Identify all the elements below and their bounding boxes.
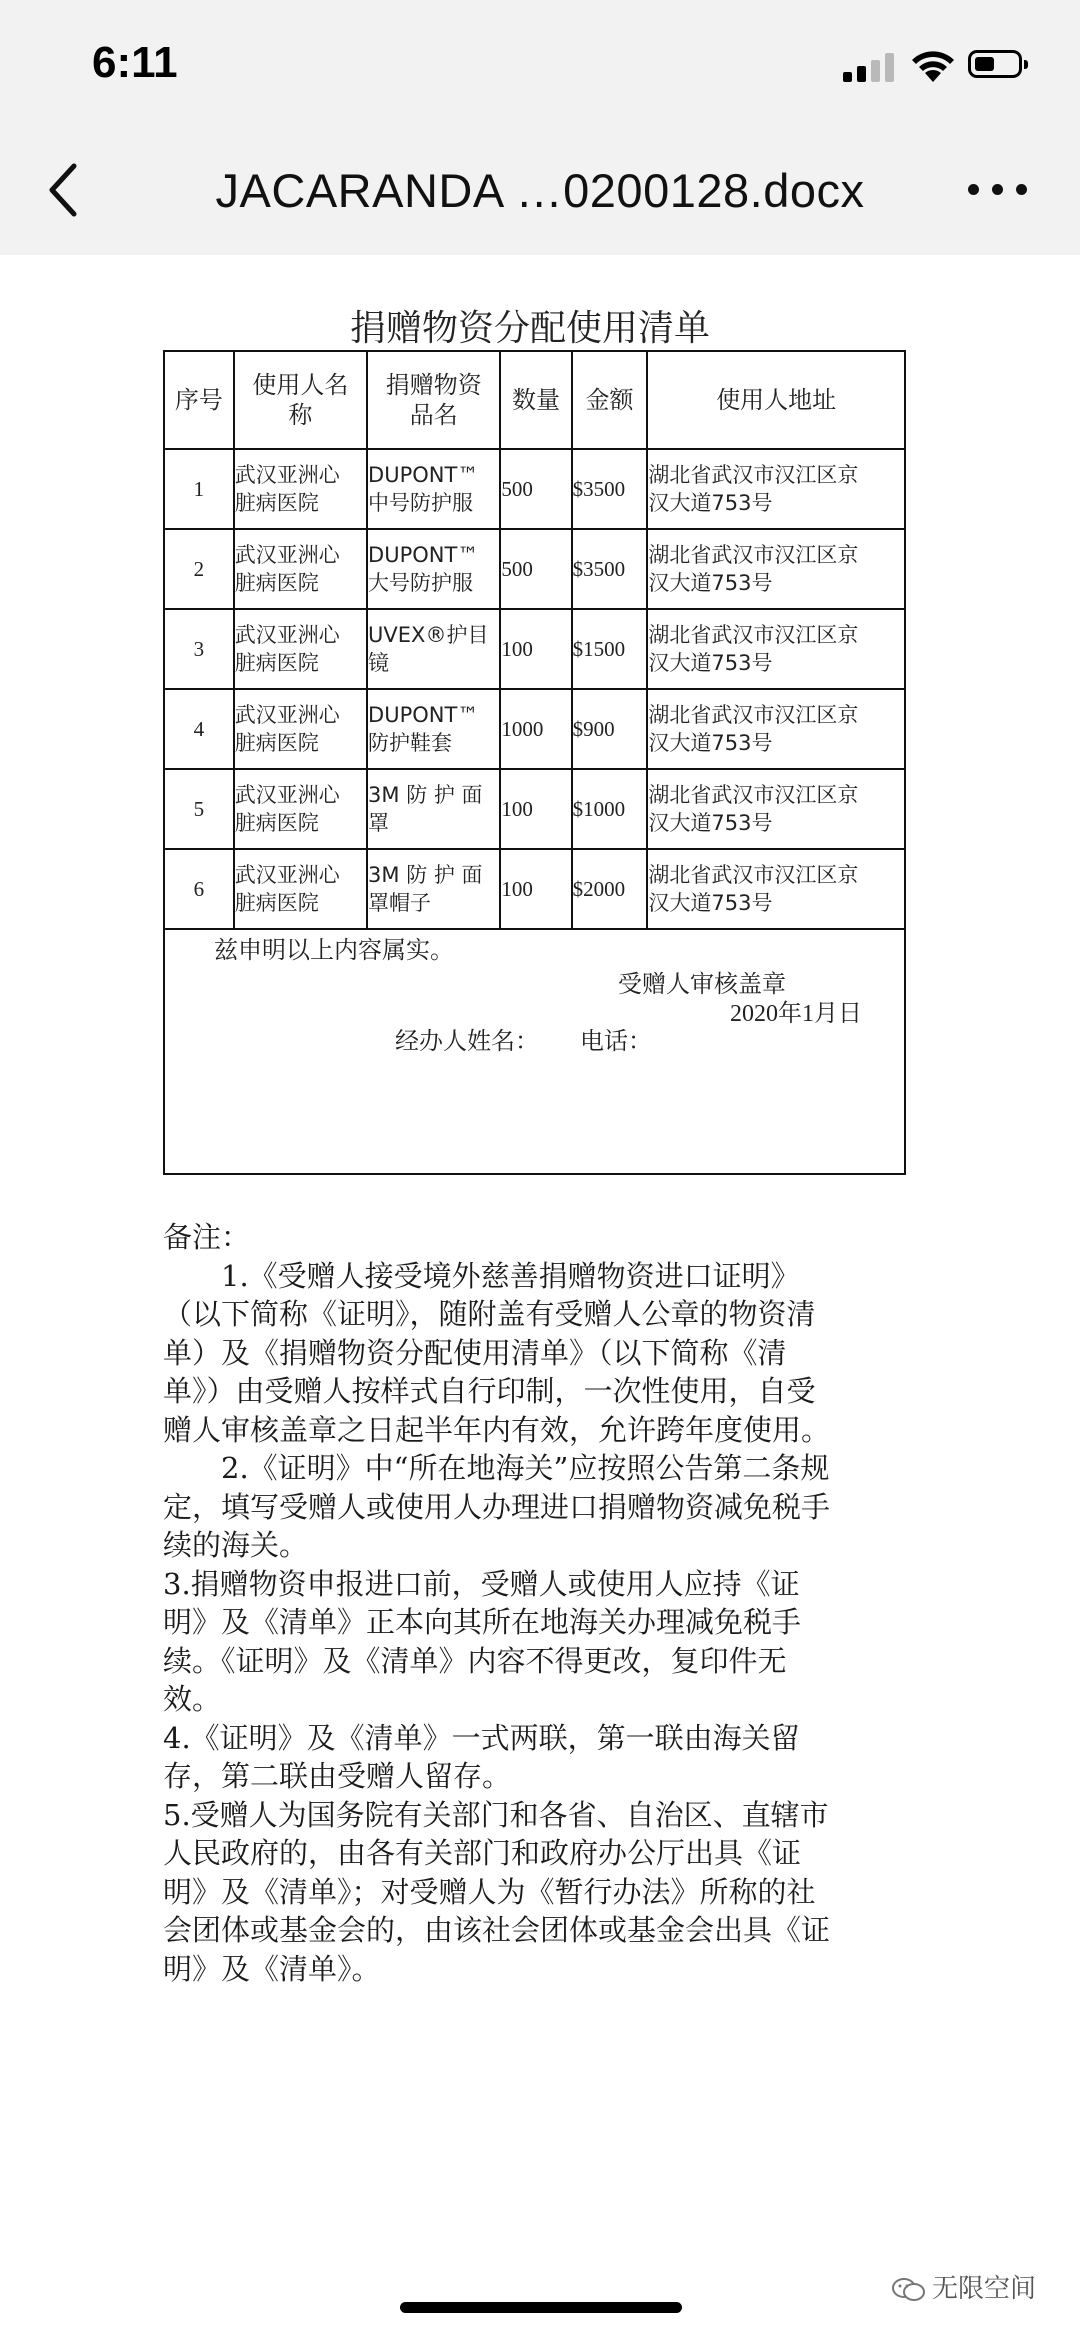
cell-user: 武汉亚洲心 脏病医院 bbox=[234, 529, 367, 609]
cell-amount: $1500 bbox=[572, 609, 648, 689]
declaration-text: 兹申明以上内容属实。 bbox=[214, 936, 454, 964]
header-user: 使用人名 称 bbox=[234, 351, 367, 449]
cell-user: 武汉亚洲心 脏病医院 bbox=[234, 449, 367, 529]
notes-line: 存，第二联由受赠人留存。 bbox=[163, 1759, 512, 1793]
notes-line: （以下简称《证明》，随附盖有受赠人公章的物资清 bbox=[163, 1297, 816, 1331]
notes-line: 续。《证明》及《清单》内容不得更改，复印件无 bbox=[163, 1643, 787, 1678]
notes-section bbox=[163, 1218, 923, 1988]
table-row bbox=[164, 449, 905, 529]
cell-address: 湖北省武汉市汉江区京 汉大道753号 bbox=[647, 769, 905, 849]
cell-address: 湖北省武汉市汉江区京 汉大道753号 bbox=[647, 609, 905, 689]
cell-qty: 100 bbox=[500, 609, 571, 689]
phone-label: 电话： bbox=[580, 1027, 652, 1055]
status-time: 6:11 bbox=[92, 38, 178, 87]
cell-user: 武汉亚洲心 脏病医院 bbox=[234, 849, 367, 929]
cell-user: 武汉亚洲心 脏病医院 bbox=[234, 769, 367, 849]
notes-line: 会团体或基金会的，由该社会团体或基金会出具《证 bbox=[163, 1913, 831, 1947]
cell-no: 6 bbox=[164, 849, 234, 929]
cell-amount: $1000 bbox=[572, 769, 648, 849]
notes-line: 5.受赠人为国务院有关部门和各省、自治区、直辖市 bbox=[163, 1797, 829, 1832]
cell-item: 3M 防 护 面 罩 bbox=[367, 769, 500, 849]
table-row bbox=[164, 849, 905, 929]
table-row bbox=[164, 609, 905, 689]
table-row bbox=[164, 769, 905, 849]
notes-line: 明》及《清单》；对受赠人为《暂行办法》所称的社 bbox=[163, 1874, 816, 1909]
handler-label: 经办人姓名： bbox=[395, 1027, 539, 1055]
notes-line: 2.《证明》中“所在地海关”应按照公告第二条规 bbox=[163, 1451, 830, 1485]
cell-no: 3 bbox=[164, 609, 234, 689]
cell-qty: 100 bbox=[500, 769, 571, 849]
cell-qty: 100 bbox=[500, 849, 571, 929]
notes-heading: 备注： bbox=[163, 1220, 251, 1254]
table-row bbox=[164, 689, 905, 769]
cell-user: 武汉亚洲心 脏病医院 bbox=[234, 689, 367, 769]
header-amount: 金额 bbox=[572, 351, 648, 449]
notes-line: 明》及《清单》。 bbox=[163, 1951, 381, 1986]
back-chevron-icon[interactable] bbox=[40, 160, 90, 220]
notes-line: 续的海关。 bbox=[163, 1528, 309, 1562]
cellular-signal-icon bbox=[843, 52, 899, 82]
wechat-icon bbox=[892, 2278, 926, 2302]
cell-item: DUPONT™ 防护鞋套 bbox=[367, 689, 500, 769]
battery-icon bbox=[968, 50, 1022, 78]
cell-qty: 500 bbox=[500, 529, 571, 609]
header-address: 使用人地址 bbox=[647, 351, 905, 449]
notes-line: 单）及《捐赠物资分配使用清单》（以下简称《清 bbox=[163, 1335, 787, 1370]
cell-no: 1 bbox=[164, 449, 234, 529]
cell-amount: $3500 bbox=[572, 529, 648, 609]
notes-line: 定，填写受赠人或使用人办理进口捐赠物资减免税手 bbox=[163, 1489, 831, 1524]
watermark bbox=[892, 2268, 1036, 2305]
cell-address: 湖北省武汉市汉江区京 汉大道753号 bbox=[647, 529, 905, 609]
cell-amount: $900 bbox=[572, 689, 648, 769]
seal-text: 受赠人审核盖章 bbox=[618, 970, 786, 998]
cell-user: 武汉亚洲心 脏病医院 bbox=[234, 609, 367, 689]
more-options-icon[interactable] bbox=[968, 178, 1030, 202]
notes-line: 人民政府的，由各有关部门和政府办公厅出具《证 bbox=[163, 1836, 802, 1870]
cell-amount: $3500 bbox=[572, 449, 648, 529]
header-qty: 数量 bbox=[500, 351, 571, 449]
cell-item: DUPONT™ 大号防护服 bbox=[367, 529, 500, 609]
notes-line: 1.《受赠人接受境外慈善捐赠物资进口证明》 bbox=[163, 1258, 800, 1293]
top-bar bbox=[0, 0, 1080, 255]
notes-line: 赠人审核盖章之日起半年内有效，允许跨年度使用。 bbox=[163, 1412, 831, 1447]
cell-item: UVEX®护目 镜 bbox=[367, 609, 500, 689]
notes-line: 效。 bbox=[163, 1682, 222, 1716]
watermark-text: 无限空间 bbox=[932, 2274, 1037, 2304]
cell-no: 4 bbox=[164, 689, 234, 769]
notes-line: 明》及《清单》正本向其所在地海关办理减免税手 bbox=[163, 1605, 802, 1639]
cell-amount: $2000 bbox=[572, 849, 648, 929]
header-item: 捐赠物资 品名 bbox=[367, 351, 500, 449]
cell-qty: 1000 bbox=[500, 689, 571, 769]
allocation-table bbox=[163, 350, 906, 930]
cell-address: 湖北省武汉市汉江区京 汉大道753号 bbox=[647, 849, 905, 929]
table-row bbox=[164, 529, 905, 609]
document-title: JACARANDA …0200128.docx bbox=[215, 164, 865, 217]
notes-line: 3.捐赠物资申报进口前，受赠人或使用人应持《证 bbox=[163, 1566, 800, 1601]
table-header-row bbox=[164, 351, 905, 449]
cell-no: 2 bbox=[164, 529, 234, 609]
list-title: 捐赠物资分配使用清单 bbox=[349, 308, 710, 349]
notes-line: 4.《证明》及《清单》一式两联，第一联由海关留 bbox=[163, 1720, 800, 1755]
cell-item: 3M 防 护 面 罩帽子 bbox=[367, 849, 500, 929]
home-indicator[interactable] bbox=[400, 2302, 682, 2313]
header-no: 序号 bbox=[164, 351, 234, 449]
notes-line: 单》）由受赠人按样式自行印制，一次性使用，自受 bbox=[163, 1374, 816, 1408]
cell-address: 湖北省武汉市汉江区京 汉大道753号 bbox=[647, 689, 905, 769]
cell-item: DUPONT™ 中号防护服 bbox=[367, 449, 500, 529]
cell-address: 湖北省武汉市汉江区京 汉大道753号 bbox=[647, 449, 905, 529]
date-text: 2020年1月日 bbox=[730, 1001, 862, 1027]
wifi-icon bbox=[910, 46, 956, 84]
cell-no: 5 bbox=[164, 769, 234, 849]
cell-qty: 500 bbox=[500, 449, 571, 529]
